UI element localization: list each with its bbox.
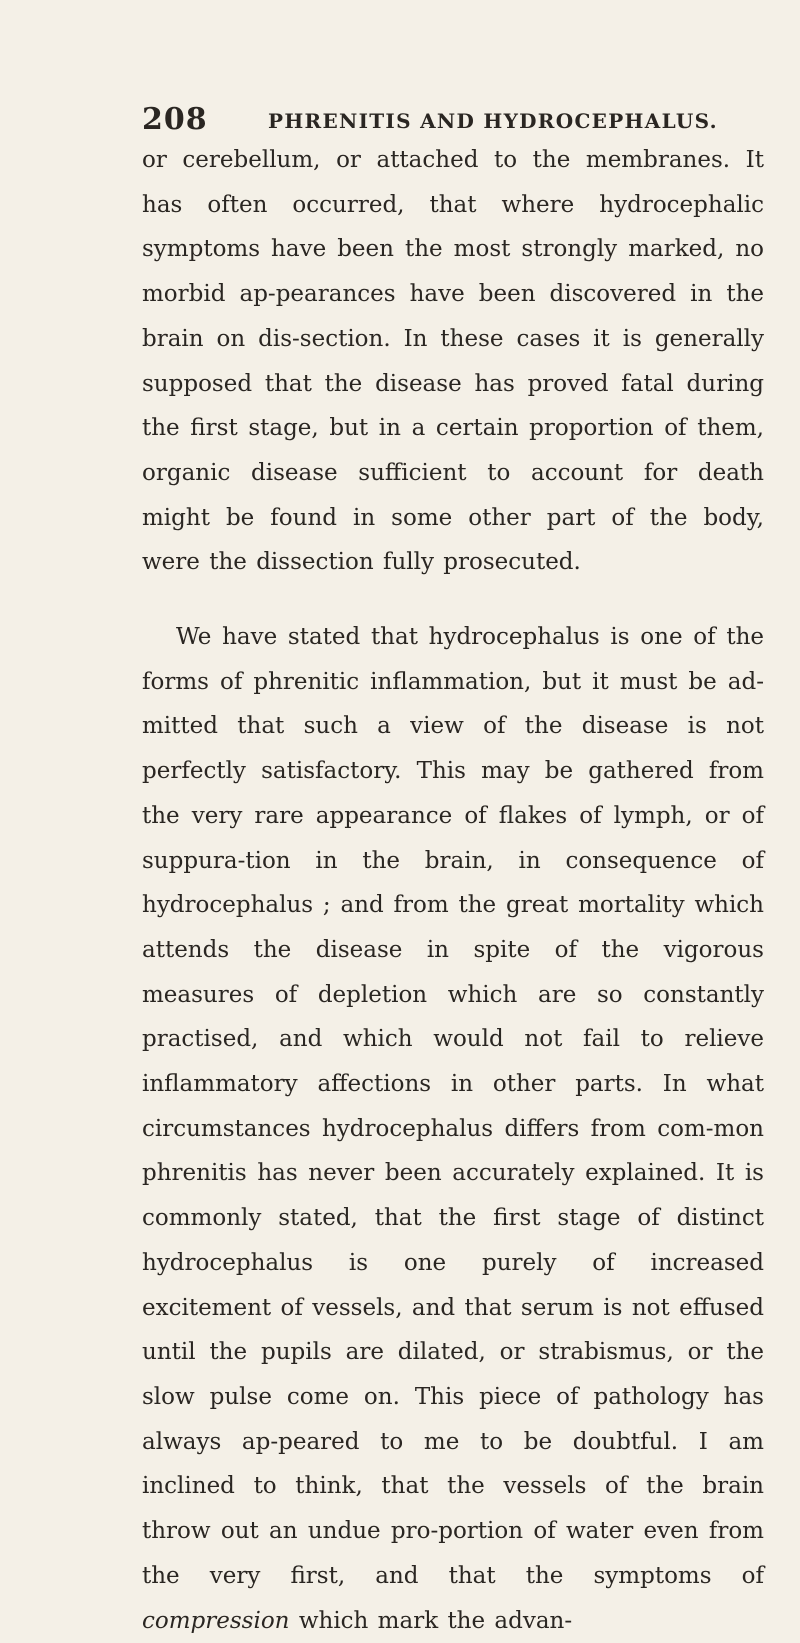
body-text [142,138,764,1643]
paragraph-2-text-end: which mark the advan- [298,1607,573,1634]
paragraph-1: or cerebellum, or attached to the membranes. It has often occurred, that where hydrocephalic symptoms have been the most strongly marked, no morbid ap-pearances have been discovered in the brain on dis-section. In these cases it is generally supposed that the disease has proved fatal during the first stage, but in a certain proportion of them, organic disease sufficient to account for death might be found in some other part of the body, were the dissection fully prosecuted. [142,147,764,576]
running-title: PHRENITIS AND HYDROCEPHALUS. [268,109,718,133]
running-head [142,102,764,138]
paragraph-2-text-start: We have stated that hydrocephalus is one of the forms of phrenitic inflammation, but it must be ad-mitted that such a view of the disease is not perfectly satisfactory. This may be gathered from the very rare appearance of flakes of lymph, or of suppura-tion in the brain, in consequence of hydrocephalus ; and from the great mortality which attends the disease in spite of the vigorous measures of depletion which are so constantly practised, and which would not fail to relieve inflammatory affections in other parts. In what circumstances hydrocephalus differs from com-mon phrenitis has never been accurately explained. It is commonly stated, that the first stage of distinct hydrocephalus is one purely of increased excitement of vessels, and that serum is not effused until the pupils are dilated, or strabismus, or the slow pulse come on. This piece of pathology has always ap-peared to me to be doubtful. I am inclined to think, that the vessels of the brain throw out an undue pro-portion of water even from the very first, and that the symptoms of [142,624,764,1589]
page-number: 208 [142,102,208,137]
paragraph-2 [142,615,764,1643]
italic-word-compression: compression [142,1607,290,1634]
